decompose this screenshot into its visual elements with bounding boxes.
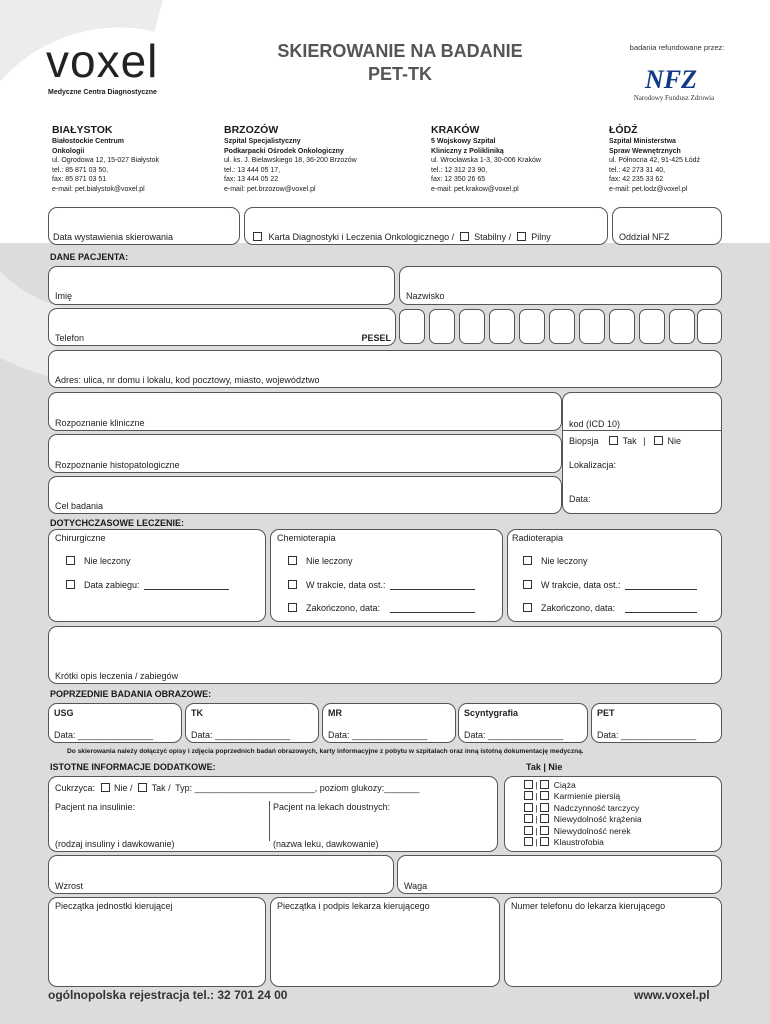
center-krakow: KRAKÓW 5 Wojskowy Szpital Kliniczny z Polikliniką ul. Wrocławska 1-3, 30-006 Kraków tel.: 12 312 23 90, fax: 12 350 26 65 e-mail: pet.krakow@voxel.pl: [431, 124, 541, 193]
website-link[interactable]: www.voxel.pl: [634, 988, 710, 1002]
pesel-digit-7[interactable]: [579, 309, 605, 344]
hyperthyroidism-yes-checkbox[interactable]: [524, 803, 533, 812]
diabetes-no-checkbox[interactable]: [101, 783, 110, 792]
first-name-field[interactable]: Imię: [48, 266, 395, 305]
claustrophobia-yes-checkbox[interactable]: [524, 837, 533, 846]
chemo-in-progress-checkbox[interactable]: [288, 580, 297, 589]
chemo-treatment-box: Chemioterapia Nie leczony W trakcie, data ost.: Zakończono, data:: [270, 529, 503, 622]
breastfeeding-no-checkbox[interactable]: [540, 791, 549, 800]
surgical-treatment-box: Chirurgiczne Nie leczony Data zabiegu:: [48, 529, 266, 622]
kidney-failure-yes-checkbox[interactable]: [524, 826, 533, 835]
pesel-digit-6[interactable]: [549, 309, 575, 344]
radio-in-progress-checkbox[interactable]: [523, 580, 532, 589]
pregnancy-no-checkbox[interactable]: [540, 780, 549, 789]
logo-subtitle: Medyczne Centra Diagnostyczne: [48, 89, 157, 96]
patient-section-title: DANE PACJENTA:: [50, 252, 129, 262]
center-lodz: ŁÓDŹ Szpital Ministerstwa Spraw Wewnętrznych ul. Północna 42, 91-425 Łódź tel.: 42 273 31 40, fax: 42 235 33 62 e-mail: pet.lodz@voxel.pl: [609, 124, 701, 193]
pesel-digit-3[interactable]: [459, 309, 485, 344]
claustrophobia-no-checkbox[interactable]: [540, 837, 549, 846]
imaging-section-title: POPRZEDNIE BADANIA OBRAZOWE:: [50, 689, 212, 699]
conditions-box: [504, 776, 722, 852]
pesel-digit-1[interactable]: [399, 309, 425, 344]
doctor-stamp-field[interactable]: Pieczątka i podpis lekarza kierującego: [270, 897, 500, 987]
heart-failure-yes-checkbox[interactable]: [524, 814, 533, 823]
card-status-field: Karta Diagnostyki i Leczenia Onkologicznego / Stabilny / Pilny: [244, 207, 608, 245]
pesel-digit-5[interactable]: [519, 309, 545, 344]
center-brzozow: BRZOZÓW Szpital Specjalistyczny Podkarpacki Ośrodek Onkologiczny ul. ks. J. Bielawskiego 18, 36-200 Brzozów tel.: 13 444 05 17, fax: 13 444 05 22 e-mail: pet.brzozow@voxel.pl: [224, 124, 357, 193]
chemo-finished-checkbox[interactable]: [288, 603, 297, 612]
form-title: SKIEROWANIE NA BADANIE PET-TK: [277, 41, 523, 84]
weight-field[interactable]: Waga: [397, 855, 722, 894]
hyperthyroidism-no-checkbox[interactable]: [540, 803, 549, 812]
nfz-branch-field[interactable]: Oddział NFZ: [612, 207, 722, 245]
diagnosis-side-panel: kod (ICD 10) Biopsja Tak | Nie Lokalizacja: Data:: [562, 392, 722, 514]
pesel-digit-10[interactable]: [669, 309, 695, 344]
pregnancy-yes-checkbox[interactable]: [524, 780, 533, 789]
mr-exam-box[interactable]: MR Data: _______________: [322, 703, 456, 743]
biopsy-yes-checkbox[interactable]: [609, 436, 618, 445]
breastfeeding-yes-checkbox[interactable]: [524, 791, 533, 800]
pesel-digit-2[interactable]: [429, 309, 455, 344]
pet-exam-box[interactable]: PET Data: _______________: [591, 703, 722, 743]
chemo-not-treated-checkbox[interactable]: [288, 556, 297, 565]
imaging-note: Do skierowania należy dołączyć opisy i zdjęcia poprzednich badań obrazowych, karty informacyjne z pobytu w szpitalach oraz inną istotną dokumentację medyczną.: [67, 748, 584, 755]
scintigraphy-exam-box[interactable]: Scyntygrafia Data: _______________: [458, 703, 588, 743]
surgery-date-checkbox[interactable]: [66, 580, 75, 589]
kidney-failure-no-checkbox[interactable]: [540, 826, 549, 835]
pesel-digit-8[interactable]: [609, 309, 635, 344]
histopathology-field[interactable]: Rozpoznanie histopatologiczne: [48, 434, 562, 473]
stable-checkbox[interactable]: [460, 232, 469, 241]
conditions-list: | Ciąża | Karmienie piersią | Nadczynność tarczycy | Niewydolność krążenia | Niewydolność nerek | Klaustrofobia: [524, 780, 642, 848]
treatment-section-title: DOTYCHCZASOWE LECZENIE:: [50, 518, 184, 528]
doctor-phone-field[interactable]: Numer telefonu do lekarza kierującego: [504, 897, 722, 987]
treatment-summary-field[interactable]: Krótki opis leczenia / zabiegów: [48, 626, 722, 684]
additional-section-title: ISTOTNE INFORMACJE DODATKOWE:: [50, 762, 216, 772]
card-checkbox[interactable]: [253, 232, 262, 241]
yes-no-header: Tak | Nie: [526, 762, 563, 772]
urgent-checkbox[interactable]: [517, 232, 526, 241]
pesel-digit-9[interactable]: [639, 309, 665, 344]
unit-stamp-field[interactable]: Pieczątka jednostki kierującej: [48, 897, 266, 987]
radio-treatment-box: Radioterapia Nie leczony W trakcie, data ost.: Zakończono, data:: [507, 529, 722, 622]
tk-exam-box[interactable]: TK Data: _______________: [185, 703, 319, 743]
usg-exam-box[interactable]: USG Data: _______________: [48, 703, 182, 743]
nfz-name: Narodowy Fundusz Zdrowia: [633, 94, 715, 102]
heart-failure-no-checkbox[interactable]: [540, 814, 549, 823]
phone-field[interactable]: Telefon PESEL: [48, 308, 396, 346]
radio-finished-checkbox[interactable]: [523, 603, 532, 612]
registration-phone: ogólnopolska rejestracja tel.: 32 701 24 00: [48, 988, 288, 1002]
exam-purpose-field[interactable]: Cel badania: [48, 476, 562, 514]
voxel-logo: voxel: [46, 35, 159, 87]
referral-date-field[interactable]: Data wystawienia skierowania: [48, 207, 240, 245]
nfz-caption: badania refundowane przez:: [629, 43, 725, 52]
pesel-digit-11[interactable]: [697, 309, 722, 344]
radio-not-treated-checkbox[interactable]: [523, 556, 532, 565]
center-bialystok: BIAŁYSTOK Białostockie Centrum Onkologii ul. Ogrodowa 12, 15-027 Białystok tel.: 85 871 03 50, fax: 85 871 03 51 e-mail: pet.bialystok@voxel.pl: [52, 124, 160, 193]
address-field[interactable]: Adres: ulica, nr domu i lokalu, kod pocztowy, miasto, województwo: [48, 350, 722, 388]
diabetes-box: Cukrzyca: Nie / Tak / Typ: ________________________, poziom glukozy:_______ Pacjent na insulinie: Pacjent na lekach doustnych: (rodzaj insuliny i dawkowanie) (nazwa leku, dawkowanie): [48, 776, 498, 852]
diabetes-yes-checkbox[interactable]: [138, 783, 147, 792]
surgery-not-treated-checkbox[interactable]: [66, 556, 75, 565]
clinical-diagnosis-field[interactable]: Rozpoznanie kliniczne: [48, 392, 562, 431]
biopsy-no-checkbox[interactable]: [654, 436, 663, 445]
height-field[interactable]: Wzrost: [48, 855, 394, 894]
nfz-logo: NFZ: [645, 65, 697, 94]
last-name-field[interactable]: Nazwisko: [399, 266, 722, 305]
pesel-digit-4[interactable]: [489, 309, 515, 344]
